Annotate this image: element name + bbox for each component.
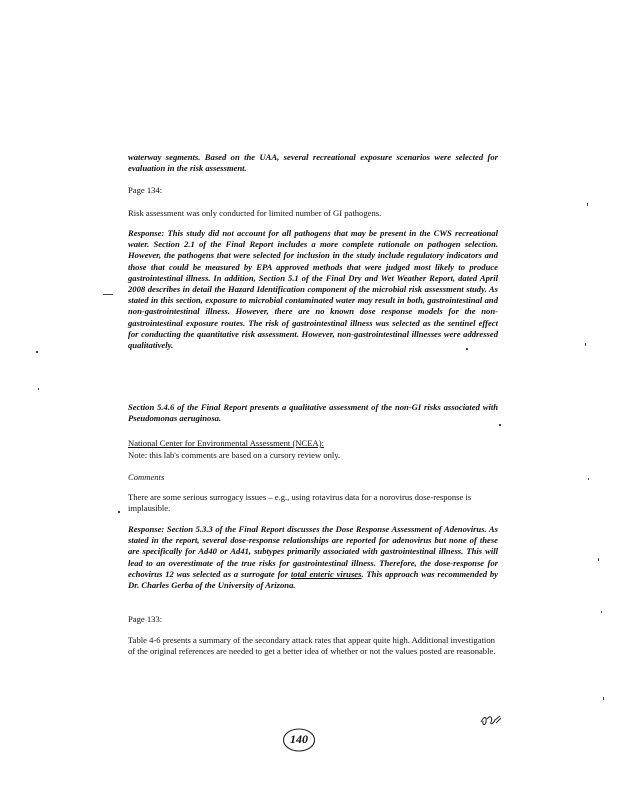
paragraph-waterway-segments: waterway segments. Based on the UAA, several recreational exposure scenarios were selected for evaluation in the risk assessment.	[128, 152, 498, 174]
scan-speck	[588, 478, 589, 480]
handwritten-initials-icon	[478, 707, 504, 731]
comments-label: Comments	[128, 472, 165, 482]
scan-speck	[587, 203, 588, 206]
response-pathogen-selection: Response: This study did not account for all pathogens that may be present in the CWS recreational water. Section 2.1 of the Final Report includes a more complete rationale on pathogen selection. However, the pathogens that were selected for inclusion in the study include regulatory indicators and those that could be measured by EPA approved methods that were judged most likely to produce gastrointestinal illness. In addition, Section 5.1 of the Final Dry and Wet Weather Report, dated April 2008 describes in detail the Hazard Identification component of the microbial risk assessment study. As stated in this section, exposure to microbial contaminated water may result in both, gastrointestinal and non-gastrointestinal illness. However, there are no known dose response models for the non-gastrointestinal exposure routes. The risk of gastrointestinal illness was selected as the sentinel effect for conducting the quantitative risk assessment. However, non-gastrointestinal illnesses were addressed qualitatively.	[128, 228, 498, 351]
response-adenovirus-text-b: . This approach was recommended by Dr. Charles Gerba of the University of Arizona.	[128, 568, 498, 591]
ncea-note: Note: this lab's comments are based on a cursory review only.	[128, 450, 341, 460]
response-adenovirus-underlined: total enteric viruses	[290, 568, 362, 579]
scan-speck	[118, 511, 120, 513]
scan-speck	[585, 343, 586, 346]
response-adenovirus-text-a: Response: Section 5.3.3 of the Final Report discusses the Dose Response Assessment of Adenovirus. As stated in the report, several dose-response relationships are reported for adenovirus but none of these are specifically for Ad40 or Ad41, subtypes primarily associated with gastrointestinal illness. This will lead to an overestimate of the true risks for gastrointestinal illness. Therefore, the dose-response for echovirus 12 was selected as a surrogate for	[128, 524, 498, 579]
paragraph-section-5-4-6: Section 5.4.6 of the Final Report presents a qualitative assessment of the non-GI risks associated with Pseudomonas aeruginosa.	[128, 402, 498, 424]
scan-speck	[603, 697, 604, 700]
response-adenovirus	[128, 524, 498, 591]
page-133-label: Page 133:	[128, 614, 163, 624]
scan-speck	[499, 424, 501, 426]
comment-secondary-attack-rates: Table 4-6 presents a summary of the secondary attack rates that appear quite high. Additional investigation of the original references are needed to get a better idea of whether or not the values posted are reasonable.	[128, 635, 496, 657]
ncea-heading: National Center for Environmental Assessment (NCEA):	[128, 438, 324, 448]
scan-speck	[38, 388, 39, 390]
scan-speck	[36, 351, 38, 353]
handwritten-page-number	[282, 727, 316, 753]
scan-speck	[601, 611, 602, 613]
comment-risk-assessment: Risk assessment was only conducted for limited number of GI pathogens.	[128, 208, 382, 218]
scan-speck	[598, 558, 599, 561]
page-134-label: Page 134:	[128, 185, 163, 195]
page-number-text: 140	[290, 732, 308, 746]
scan-speck	[466, 348, 468, 350]
scan-speck	[103, 294, 113, 295]
comment-surrogacy: There are some serious surrogacy issues – e.g., using rotavirus data for a norovirus dose-response is implausible.	[128, 492, 472, 514]
